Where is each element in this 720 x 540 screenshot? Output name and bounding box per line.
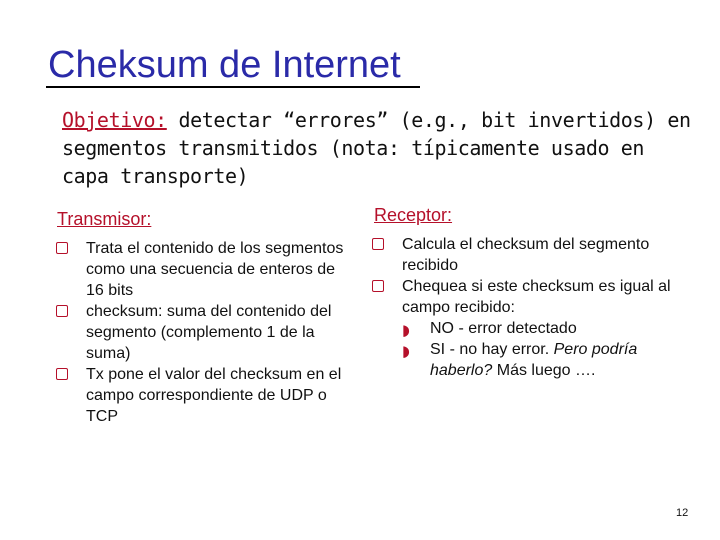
page-number: 12: [676, 507, 689, 519]
square-bullet-icon: [56, 305, 68, 317]
slide-title: Cheksum de Internet: [48, 44, 401, 86]
list-item: [372, 234, 702, 276]
sub-list-container: [372, 318, 702, 381]
receiver-list: [372, 234, 702, 381]
list-item-text: Trata el contenido de los segmentos como una secuencia de enteros de 16 bits: [86, 240, 344, 299]
sub-list-item: [372, 318, 702, 339]
sub-item-text: SI - no hay error.: [430, 341, 550, 358]
list-item-text: checksum: suma del contenido del segmento (complemento 1 de la suma): [86, 303, 332, 362]
square-bullet-icon: [56, 368, 68, 380]
sender-heading: Transmisor:: [57, 209, 152, 229]
receiver-sub-list: [372, 318, 702, 381]
receiver-heading: Receptor:: [374, 205, 453, 225]
sub-item-emphasis: Pero podría haberlo?: [430, 341, 638, 379]
sub-item-after: Más luego ….: [496, 362, 596, 379]
sub-item-text: NO - error detectado: [430, 320, 577, 337]
crescent-bullet-icon: ◗: [402, 321, 410, 339]
sender-list: [56, 238, 346, 427]
square-bullet-icon: [372, 280, 384, 292]
list-item-text: Calcula el checksum del segmento recibido: [402, 236, 650, 274]
title-underline: [46, 86, 420, 88]
objective-text: detectar “errores” (e.g., bit invertidos) en segmentos transmitidos (nota: típicamente usado en capa transporte): [62, 108, 691, 188]
list-item: [372, 276, 702, 318]
list-item-text: Chequea si este checksum es igual al campo recibido:: [402, 278, 671, 316]
crescent-bullet-icon: ◗: [402, 342, 410, 360]
list-item: [56, 238, 346, 301]
list-item-text: Tx pone el valor del checksum en el campo correspondiente de UDP o TCP: [86, 366, 342, 425]
list-item: [56, 301, 346, 364]
square-bullet-icon: [372, 238, 384, 250]
sub-list-item: [372, 339, 702, 381]
objective-paragraph: [62, 106, 702, 190]
list-item: [56, 364, 346, 427]
objective-label: Objetivo:: [62, 108, 167, 132]
square-bullet-icon: [56, 242, 68, 254]
